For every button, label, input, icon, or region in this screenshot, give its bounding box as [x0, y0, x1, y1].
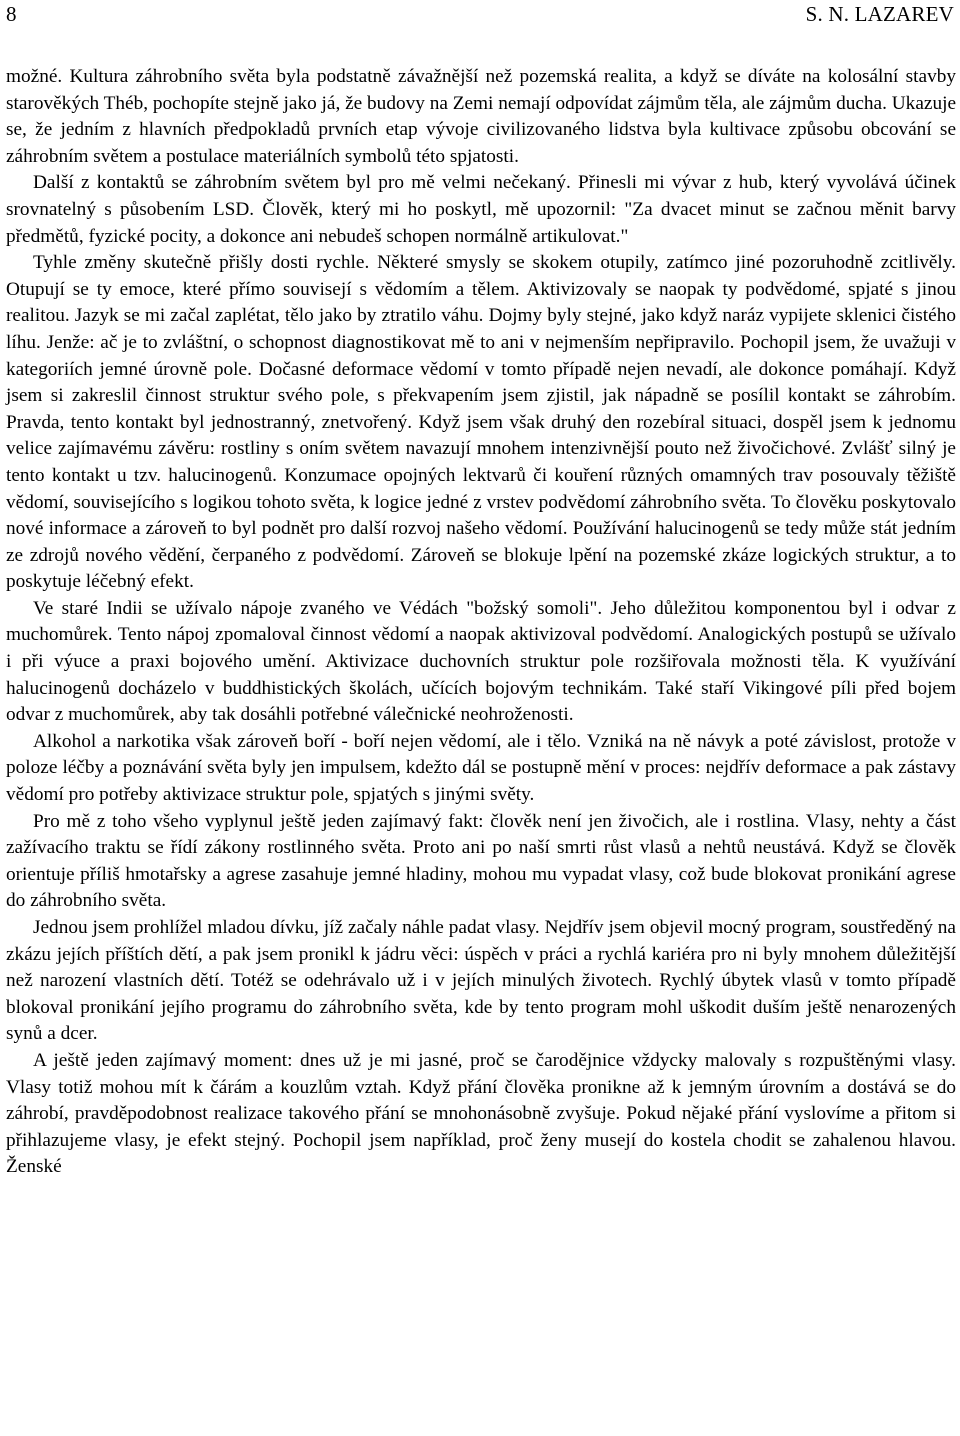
page-number: 8 [6, 2, 17, 26]
paragraph: možné. Kultura záhrobního světa byla podstatně závažnější než pozemská realita, a když se díváte na kolosální stavby starověkých Théb, pochopíte stejně jako já, že budovy na Zemi nemají odpovídat zájmům těla, ale zájmům ducha. Ukazuje se, že jedním z hlavních předpokladů prvních etap vývoje civilizovaného lidstva byla kultivace způsobu obcování se záhrobním světem a postulace materiálních symbolů této spjatosti. [6, 66, 956, 167]
paragraph: Jednou jsem prohlížel mladou dívku, jíž začaly náhle padat vlasy. Nejdřív jsem objevil mocný program, soustředěný na zkázu jejích příštích dětí, a pak jsem pronikl k jádru věci: úspěch v práci a rychlá kariéra pro ni byly mnohem důležitější než narození vlastních dětí. Totéž se odehrávalo už i v jejích minulých životech. Rychlý úbytek vlasů v tomto případě blokoval pronikání jejího programu do záhrobního světa, kde by tento program mohl uškodit duším ještě nenarozených synů a dcer. [6, 917, 956, 1045]
paragraph: Ve staré Indii se užívalo nápoje zvaného ve Védách "božský somoli". Jeho důležitou komponentou byl i odvar z muchomůrek. Tento nápoj zpomaloval činnost vědomí a naopak aktivizoval podvědomí. Analogických postupů se užívalo i při výuce a praxi bojového umění. Aktivizace duchovních struktur pole rozšiřovala možnosti těla. K využívání halucinogenů docházelo v buddhistických školách, učících bojovým technikám. Také staří Vikingové píli před bojem odvar z muchomůrek, aby tak dosáhli potřebné válečnické neohroženosti. [6, 597, 956, 726]
running-header [6, 1, 956, 31]
paragraph: Alkohol a narkotika však zároveň boří - boří nejen vědomí, ale i tělo. Vzniká na ně návyk a poté závislost, protože v poloze léčby a poznávání světa byly jen impulsem, kdežto dál se postupně mění v proces: nejdřív deformace a pak zástavy vědomí pro potřeby aktivizace struktur pole, spjatých s jinými světy. [6, 730, 956, 806]
running-title: S. N. LAZAREV [805, 2, 954, 26]
body-text [6, 64, 956, 1181]
paragraph: Další z kontaktů se záhrobním světem byl pro mě velmi nečekaný. Přinesli mi vývar z hub, který vyvolává účinek srovnatelný s působením LSD. Člověk, který mi ho poskytl, mě upozornil: "Za dvacet minut se začnou měnit barvy předmětů, fyzické pocity, a dokonce ani nebudeš schopen normálně artikulovat." [6, 172, 956, 247]
paragraph: A ještě jeden zajímavý moment: dnes už je mi jasné, proč se čarodějnice vždycky malovaly s rozpuštěnými vlasy. Vlasy totiž mohou mít k čárám a kouzlům vztah. Když přání člověka pronikne až k jemným úrovním a dostává se do záhrobí, pravděpodobnost realizace takového přání se mnohonásobně zvyšuje. Pokud nějaké přání vyslovíme a přitom si přihlazujeme vlasy, je efekt stejný. Pochopil jsem například, proč ženy musejí do kostela chodit se zahalenou hlavou. Ženské [6, 1049, 956, 1178]
book-page [6, 0, 956, 1181]
paragraph: Tyhle změny skutečně přišly dosti rychle. Některé smysly se skokem otupily, zatímco jiné pozoruhodně zcitlivěly. Otupují se ty emoce, které přímo souvisejí s vědomím a tělem. Aktivizovaly se naopak ty podvědomé, spjaté s jinou realitou. Jazyk se mi začal zaplétat, tělo jako by ztratilo váhu. Dojmy byly stejné, jako když naráz vypijete sklenici čistého líhu. Jenže: ač je to zvláštní, o schopnost diagnostikovat mě to ani v nejmenším nepřipravilo. Pochopil jsem, že uvažuji v kategoriích jemné úrovně pole. Dočasné deformace vědomí v tomto případě nejen nevadí, ale dokonce pomáhají. Když jsem si zakreslil činnost struktur svého pole, s překvapením jsem zjistil, jak nápadně se posílil kontakt se záhrobím. Pravda, tento kontakt byl jednostranný, znetvořený. Když jsem však druhý den rozebíral situaci, dospěl jsem k jednomu velice zajímavému závěru: rostliny s oním světem navazují mnohem intenzivnější pouto než živočichové. Zvlášť silný je tento kontakt u tzv. halucinogenů. Konzumace opojných lektvarů či kouření různých omamných trav posouvaly těžiště vědomí, souvisejícího s logikou tohoto světa, k logice jedné z vrstev podvědomí záhrobního světa. To člověku poskytovalo nové informace a zároveň to byl podnět pro další rozvoj našeho vědomí. Používání halucinogenů se tedy může stát jedním ze zdrojů nového vědění, čerpaného z podvědomí. Zároveň se blokuje lpění na pozemské zkáze logických struktur, a to poskytuje léčebný efekt. [6, 252, 956, 593]
paragraph: Pro mě z toho všeho vyplynul ještě jeden zajímavý fakt: člověk není jen živočich, ale i rostlina. Vlasy, nehty a část zažívacího traktu se řídí zákony rostlinného světa. Proto ani po naší smrti růst vlasů a nehtů neustává. Když se člověk orientuje příliš hmotařsky a agrese zasahuje jemné hladiny, mohou mu vypadat vlasy, což bude blokovat pronikání agrese do záhrobního světa. [6, 810, 956, 912]
